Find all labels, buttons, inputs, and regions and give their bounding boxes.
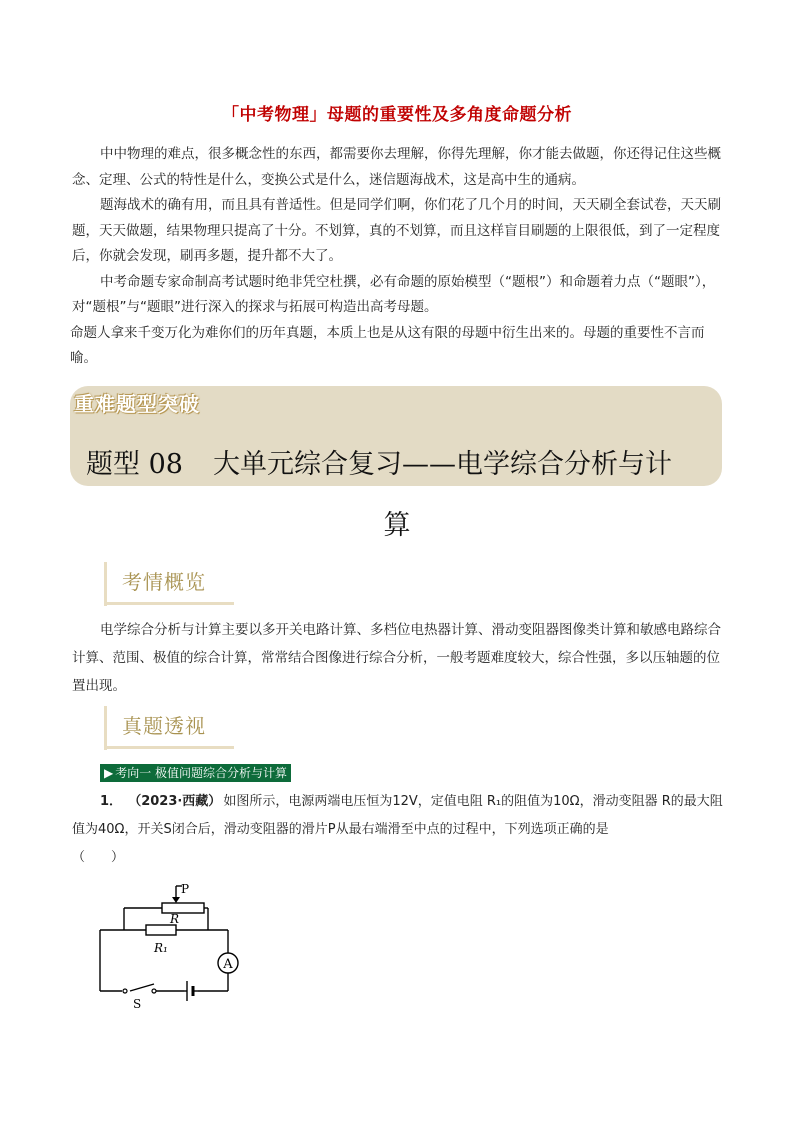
heading-accent-horizontal (104, 746, 234, 749)
rheostat-label: R (170, 912, 180, 926)
play-triangle-icon: ▶ (104, 766, 114, 780)
direction-label-text: 考向一 极值问题综合分析与计算 (115, 766, 288, 780)
answer-blank: （ ） (72, 850, 125, 865)
intro-paragraph-1: 中中物理的难点，很多概念性的东西，都需要你去理解，你得先理解，你才能去做题，你还得记住这些概念、定理、公式的特性是什么，变换公式是什么，迷信题海战术，这是高中生的通病。 (72, 146, 721, 188)
switch-contact-right (152, 989, 156, 993)
direction-label (100, 764, 291, 782)
topic-number: 题型 08 (86, 449, 183, 480)
banner-tag: 重难题型突破 (74, 392, 200, 416)
resistor-r1-symbol (146, 925, 176, 935)
switch-contact-left (123, 989, 127, 993)
question-text: 如图所示，电源两端电压恒为12V，定值电阻 R₁的阻值为10Ω，滑动变阻器 R的最大阻值为40Ω，开关S闭合后，滑动变阻器的滑片P从最右端滑至中点的过程中，下列选项正确的是 (72, 794, 723, 837)
section-heading-real-questions (104, 706, 264, 750)
heading-accent-vertical (104, 706, 107, 750)
intro-paragraph-4: 命题人拿来千变万化为难你们的历年真题，本质上也是从这有限的母题中衍生出来的。母题的重要性不言而喻。 (70, 324, 705, 366)
section-heading-overview (104, 562, 264, 606)
document-title: 「中考物理」母题的重要性及多角度命题分析 (222, 105, 572, 125)
topic-title-line2: 算 (383, 510, 411, 541)
overview-paragraph: 电学综合分析与计算主要以多开关电路计算、多档位电热器计算、滑动变阻器图像类计算和敏感电路综合计算、范围、极值的综合计算，常常结合图像进行综合分析，一般考题难度较大，综合性强，多以压轴题的位置出现。 (72, 622, 721, 694)
heading-accent-horizontal (104, 602, 234, 605)
section-heading-text: 真题透视 (122, 714, 206, 738)
topic-title-line1: 大单元综合复习——电学综合分析与计 (212, 449, 672, 480)
intro-paragraph-2: 题海战术的确有用，而且具有普适性。但是同学们啊，你们花了几个月的时间，天天刷全套试卷，天天刷题，天天做题，结果物理只提高了十分。不划算，真的不划算，而且这样盲目刷题的上限很低，到了一定程度后，你就会发现，刷再多题，提升都不大了。 (72, 197, 721, 264)
question-1 (72, 788, 724, 872)
circuit-diagram (90, 870, 260, 1016)
intro-paragraph-3: 中考命题专家命制高考试题时绝非凭空杜撰，必有命题的原始模型（“题根”）和命题着力点（“题眼”），对“题根”与“题眼”进行深入的探求与拓展可构造出高考母题。 (72, 273, 716, 315)
slider-label: P (181, 882, 190, 896)
question-number: 1． (100, 794, 123, 809)
intro-section (72, 142, 724, 372)
ammeter-label: A (223, 957, 233, 972)
topic-title (86, 442, 672, 481)
switch-label: S (133, 997, 142, 1011)
heading-accent-vertical (104, 562, 107, 606)
resistor-r1-label: R₁ (154, 941, 168, 955)
slider-arrow-icon (172, 897, 180, 903)
rheostat-symbol (162, 903, 204, 913)
question-source: （2023·西藏） (128, 794, 222, 809)
section-heading-text: 考情概览 (122, 570, 206, 594)
